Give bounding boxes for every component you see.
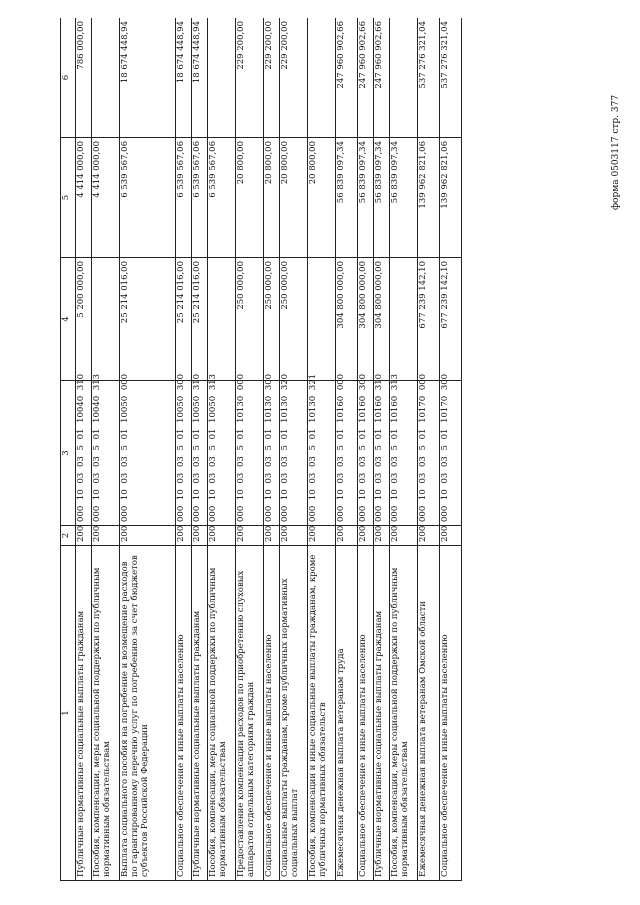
executed-amount-cell: 56 839 097,34 bbox=[336, 138, 358, 258]
executed-amount-cell: 20 800,00 bbox=[236, 138, 264, 258]
line-code-cell: 200 bbox=[358, 526, 374, 546]
executed-amount-cell: 56 839 097,34 bbox=[358, 138, 374, 258]
unexecuted-amount-cell: 537 276 321,04 bbox=[440, 18, 462, 138]
expenditure-table bbox=[60, 18, 462, 881]
line-code-cell: 200 bbox=[76, 526, 92, 546]
table-row bbox=[236, 18, 264, 881]
table-row bbox=[120, 18, 176, 881]
classification-code-cell: 000 10 03 03 5 01 10170 000 bbox=[418, 381, 440, 526]
approved-amount-cell: 5 200 000,00 bbox=[76, 258, 92, 381]
name-cell: Социальные выплаты гражданам, кроме публичных нормативных социальных выплат bbox=[280, 546, 308, 881]
executed-amount-cell: 4 414 000,00 bbox=[76, 138, 92, 258]
column-number-cell: 5 bbox=[61, 138, 76, 258]
table-row bbox=[336, 18, 358, 881]
name-cell: Публичные нормативные социальные выплаты гражданам bbox=[76, 546, 92, 881]
classification-code-cell: 000 10 03 03 5 01 10170 300 bbox=[440, 381, 462, 526]
line-code-cell: 200 bbox=[192, 526, 208, 546]
name-cell: Ежемесячная денежная выплата ветеранам труда bbox=[336, 546, 358, 881]
approved-amount-cell: 677 239 142,10 bbox=[440, 258, 462, 381]
table-row bbox=[374, 18, 390, 881]
executed-amount-cell: 6 539 567,06 bbox=[176, 138, 192, 258]
approved-amount-cell: 677 239 142,10 bbox=[418, 258, 440, 381]
line-code-cell: 200 bbox=[374, 526, 390, 546]
unexecuted-amount-cell bbox=[390, 18, 418, 138]
table-row bbox=[440, 18, 462, 881]
unexecuted-amount-cell bbox=[308, 18, 336, 138]
unexecuted-amount-cell: 18 674 448,94 bbox=[120, 18, 176, 138]
unexecuted-amount-cell: 18 674 448,94 bbox=[192, 18, 208, 138]
name-cell: Пособия, компенсации, меры социальной поддержки по публичным нормативным обязательствам bbox=[390, 546, 418, 881]
executed-amount-cell: 56 839 097,34 bbox=[374, 138, 390, 258]
approved-amount-cell: 304 800 000,00 bbox=[336, 258, 358, 381]
line-code-cell: 200 bbox=[176, 526, 192, 546]
line-code-cell: 200 bbox=[280, 526, 308, 546]
table-row bbox=[418, 18, 440, 881]
column-number-cell: 2 bbox=[61, 526, 76, 546]
approved-amount-cell: 304 800 000,00 bbox=[374, 258, 390, 381]
classification-code-cell: 000 10 03 03 5 01 10040 310 bbox=[76, 381, 92, 526]
line-code-cell: 200 bbox=[236, 526, 264, 546]
table-row bbox=[176, 18, 192, 881]
line-code-cell: 200 bbox=[440, 526, 462, 546]
approved-amount-cell: 25 214 016,00 bbox=[176, 258, 192, 381]
column-number-cell: 1 bbox=[61, 546, 76, 881]
classification-code-cell: 000 10 03 03 5 01 10050 000 bbox=[120, 381, 176, 526]
classification-code-cell: 000 10 03 03 5 01 10130 000 bbox=[236, 381, 264, 526]
approved-amount-cell bbox=[208, 258, 236, 381]
name-cell: Публичные нормативные социальные выплаты гражданам bbox=[374, 546, 390, 881]
classification-code-cell: 000 10 03 03 5 01 10160 310 bbox=[374, 381, 390, 526]
classification-code-cell: 000 10 03 03 5 01 10160 300 bbox=[358, 381, 374, 526]
line-code-cell: 200 bbox=[390, 526, 418, 546]
approved-amount-cell: 250 000,00 bbox=[264, 258, 280, 381]
column-number-cell: 3 bbox=[61, 381, 76, 526]
unexecuted-amount-cell bbox=[208, 18, 236, 138]
unexecuted-amount-cell: 786 000,00 bbox=[76, 18, 92, 138]
line-code-cell: 200 bbox=[264, 526, 280, 546]
table-row bbox=[358, 18, 374, 881]
classification-code-cell: 000 10 03 03 5 01 10130 320 bbox=[280, 381, 308, 526]
approved-amount-cell bbox=[308, 258, 336, 381]
report-sheet bbox=[60, 18, 575, 881]
name-cell: Социальное обеспечение и иные выплаты населению bbox=[440, 546, 462, 881]
unexecuted-amount-cell: 229 200,00 bbox=[236, 18, 264, 138]
line-code-cell: 200 bbox=[308, 526, 336, 546]
executed-amount-cell: 139 962 821,06 bbox=[418, 138, 440, 258]
classification-code-cell: 000 10 03 03 5 01 10050 300 bbox=[176, 381, 192, 526]
executed-amount-cell: 20 800,00 bbox=[280, 138, 308, 258]
approved-amount-cell: 250 000,00 bbox=[280, 258, 308, 381]
table-row bbox=[308, 18, 336, 881]
name-cell: Социальное обеспечение и иные выплаты населению bbox=[176, 546, 192, 881]
form-header bbox=[588, 10, 628, 210]
classification-code-cell: 000 10 03 03 5 01 10160 000 bbox=[336, 381, 358, 526]
table-body bbox=[61, 18, 462, 881]
table-row bbox=[76, 18, 92, 881]
table-row bbox=[92, 18, 120, 881]
table-row bbox=[192, 18, 208, 881]
approved-amount-cell: 25 214 016,00 bbox=[120, 258, 176, 381]
unexecuted-amount-cell: 229 200,00 bbox=[280, 18, 308, 138]
approved-amount-cell: 304 800 000,00 bbox=[358, 258, 374, 381]
name-cell: Выплата социального пособия на погребение и возмещение расходов по гарантированному перечню услуг по погребению за счет бюджетов субъектов Российской Федерации bbox=[120, 546, 176, 881]
name-cell: Предоставление компенсации расходов по приобретению слуховых аппаратов отдельным категориям граждан bbox=[236, 546, 264, 881]
name-cell: Социальное обеспечение и иные выплаты населению bbox=[358, 546, 374, 881]
unexecuted-amount-cell: 18 674 448,94 bbox=[176, 18, 192, 138]
approved-amount-cell: 25 214 016,00 bbox=[192, 258, 208, 381]
column-number-cell: 6 bbox=[61, 18, 76, 138]
classification-code-cell: 000 10 03 03 5 01 10040 313 bbox=[92, 381, 120, 526]
executed-amount-cell: 20 800,00 bbox=[264, 138, 280, 258]
classification-code-cell: 000 10 03 03 5 01 10050 310 bbox=[192, 381, 208, 526]
rotated-page bbox=[60, 18, 575, 881]
approved-amount-cell bbox=[390, 258, 418, 381]
executed-amount-cell: 4 414 000,00 bbox=[92, 138, 120, 258]
line-code-cell: 200 bbox=[336, 526, 358, 546]
line-code-cell: 200 bbox=[208, 526, 236, 546]
name-cell: Ежемесячная денежная выплата ветеранам Омской области bbox=[418, 546, 440, 881]
unexecuted-amount-cell: 247 960 902,66 bbox=[358, 18, 374, 138]
form-number-label: форма 0503117 стр. 377 bbox=[611, 94, 621, 210]
unexecuted-amount-cell: 247 960 902,66 bbox=[336, 18, 358, 138]
line-code-cell: 200 bbox=[418, 526, 440, 546]
table-row bbox=[264, 18, 280, 881]
executed-amount-cell: 139 962 821,06 bbox=[440, 138, 462, 258]
classification-code-cell: 000 10 03 03 5 01 10130 321 bbox=[308, 381, 336, 526]
unexecuted-amount-cell bbox=[92, 18, 120, 138]
unexecuted-amount-cell: 229 200,00 bbox=[264, 18, 280, 138]
unexecuted-amount-cell: 247 960 902,66 bbox=[374, 18, 390, 138]
line-code-cell: 200 bbox=[92, 526, 120, 546]
executed-amount-cell: 56 839 097,34 bbox=[390, 138, 418, 258]
classification-code-cell: 000 10 03 03 5 01 10130 300 bbox=[264, 381, 280, 526]
column-number-row bbox=[61, 18, 76, 881]
name-cell: Пособия, компенсации, меры социальной поддержки по публичным нормативным обязательствам bbox=[208, 546, 236, 881]
approved-amount-cell: 250 000,00 bbox=[236, 258, 264, 381]
table-row bbox=[280, 18, 308, 881]
classification-code-cell: 000 10 03 03 5 01 10050 313 bbox=[208, 381, 236, 526]
name-cell: Публичные нормативные социальные выплаты гражданам bbox=[192, 546, 208, 881]
executed-amount-cell: 6 539 567,06 bbox=[120, 138, 176, 258]
name-cell: Пособия, компенсации и иные социальные выплаты гражданам, кроме публичных нормативных обязательств bbox=[308, 546, 336, 881]
line-code-cell: 200 bbox=[120, 526, 176, 546]
executed-amount-cell: 6 539 567,06 bbox=[208, 138, 236, 258]
table-row bbox=[390, 18, 418, 881]
name-cell: Пособия, компенсации, меры социальной поддержки по публичным нормативным обязательствам bbox=[92, 546, 120, 881]
column-number-cell: 4 bbox=[61, 258, 76, 381]
approved-amount-cell bbox=[92, 258, 120, 381]
classification-code-cell: 000 10 03 03 5 01 10160 313 bbox=[390, 381, 418, 526]
table-row bbox=[208, 18, 236, 881]
unexecuted-amount-cell: 537 276 321,04 bbox=[418, 18, 440, 138]
executed-amount-cell: 6 539 567,06 bbox=[192, 138, 208, 258]
executed-amount-cell: 20 800,00 bbox=[308, 138, 336, 258]
name-cell: Социальное обеспечение и иные выплаты населению bbox=[264, 546, 280, 881]
